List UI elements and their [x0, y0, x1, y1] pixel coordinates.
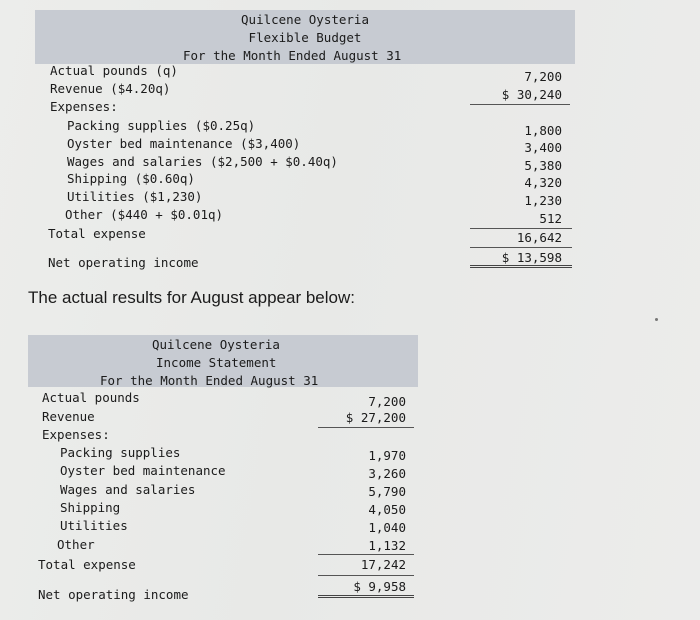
- is-value-revenue-text: $ 27,200: [345, 410, 406, 425]
- fb-value-other: 512: [539, 211, 562, 226]
- is-label-other: Other: [57, 537, 95, 552]
- is-value-actual-pounds: 7,200: [368, 394, 406, 409]
- intro-text: The actual results for August appear below:: [28, 288, 355, 307]
- is-label-total-expense: Total expense: [38, 557, 136, 572]
- income-statement-title: Income Statement: [156, 355, 277, 370]
- is-value-net-operating-income: $ 9,958: [353, 579, 406, 594]
- is-label-packing: Packing supplies: [60, 445, 181, 460]
- fb-label-other: Other ($440 + $0.01q): [65, 207, 224, 222]
- is-label-utilities: Utilities: [60, 518, 128, 533]
- is-label-expenses: Expenses:: [42, 427, 110, 442]
- stray-mark: [655, 318, 658, 321]
- fb-net-rule: [470, 247, 572, 248]
- flexible-budget-title: Flexible Budget: [248, 30, 362, 45]
- fb-value-shipping: 4,320: [524, 175, 562, 190]
- fb-value-oyster-bed: 3,400: [524, 140, 562, 155]
- fb-label-shipping: Shipping ($0.60q): [67, 171, 195, 186]
- is-label-revenue: Revenue: [42, 409, 95, 424]
- is-value-utilities: 1,040: [368, 520, 406, 535]
- is-net-rule: [318, 575, 414, 576]
- fb-value-net-operating-income: $ 13,598: [501, 250, 562, 265]
- is-label-shipping: Shipping: [60, 500, 121, 515]
- fb-label-expenses: Expenses:: [50, 99, 118, 114]
- is-value-wages: 5,790: [368, 484, 406, 499]
- is-value-packing: 1,970: [368, 448, 406, 463]
- fb-value-packing: 1,800: [524, 123, 562, 138]
- is-label-net-operating-income: Net operating income: [38, 587, 189, 602]
- is-value-revenue: [318, 409, 414, 428]
- fb-label-packing: Packing supplies ($0.25q): [67, 118, 256, 133]
- fb-label-total-expense: Total expense: [48, 226, 146, 241]
- income-statement-period: For the Month Ended August 31: [100, 373, 319, 388]
- is-label-oyster-bed: Oyster bed maintenance: [60, 463, 226, 478]
- income-statement-company: Quilcene Oysteria: [152, 337, 280, 352]
- flexible-budget-period: For the Month Ended August 31: [183, 48, 402, 63]
- fb-value-utilities: 1,230: [524, 193, 562, 208]
- fb-label-utilities: Utilities ($1,230): [67, 189, 203, 204]
- is-label-actual-pounds: Actual pounds: [42, 390, 140, 405]
- fb-label-oyster-bed: Oyster bed maintenance ($3,400): [67, 136, 301, 151]
- fb-label-net-operating-income: Net operating income: [48, 255, 199, 270]
- fb-value-wages: 5,380: [524, 158, 562, 173]
- fb-value-actual-pounds: 7,200: [524, 69, 562, 84]
- fb-value-revenue-text: $ 30,240: [501, 87, 562, 102]
- is-value-shipping: 4,050: [368, 502, 406, 517]
- fb-value-revenue: [470, 86, 570, 105]
- flexible-budget-company: Quilcene Oysteria: [241, 12, 369, 27]
- fb-label-actual-pounds: Actual pounds (q): [50, 63, 178, 78]
- is-value-other: 1,132: [368, 538, 406, 553]
- fb-net-double-rule: [470, 265, 572, 268]
- fb-value-total-expense: 16,642: [516, 230, 562, 245]
- is-label-wages: Wages and salaries: [60, 482, 196, 497]
- is-value-oyster-bed: 3,260: [368, 466, 406, 481]
- is-total-rule: [318, 554, 414, 555]
- fb-label-wages: Wages and salaries ($2,500 + $0.40q): [67, 154, 338, 169]
- is-value-total-expense: 17,242: [360, 557, 406, 572]
- is-net-double-rule: [318, 595, 414, 598]
- fb-label-revenue: Revenue ($4.20q): [50, 81, 171, 96]
